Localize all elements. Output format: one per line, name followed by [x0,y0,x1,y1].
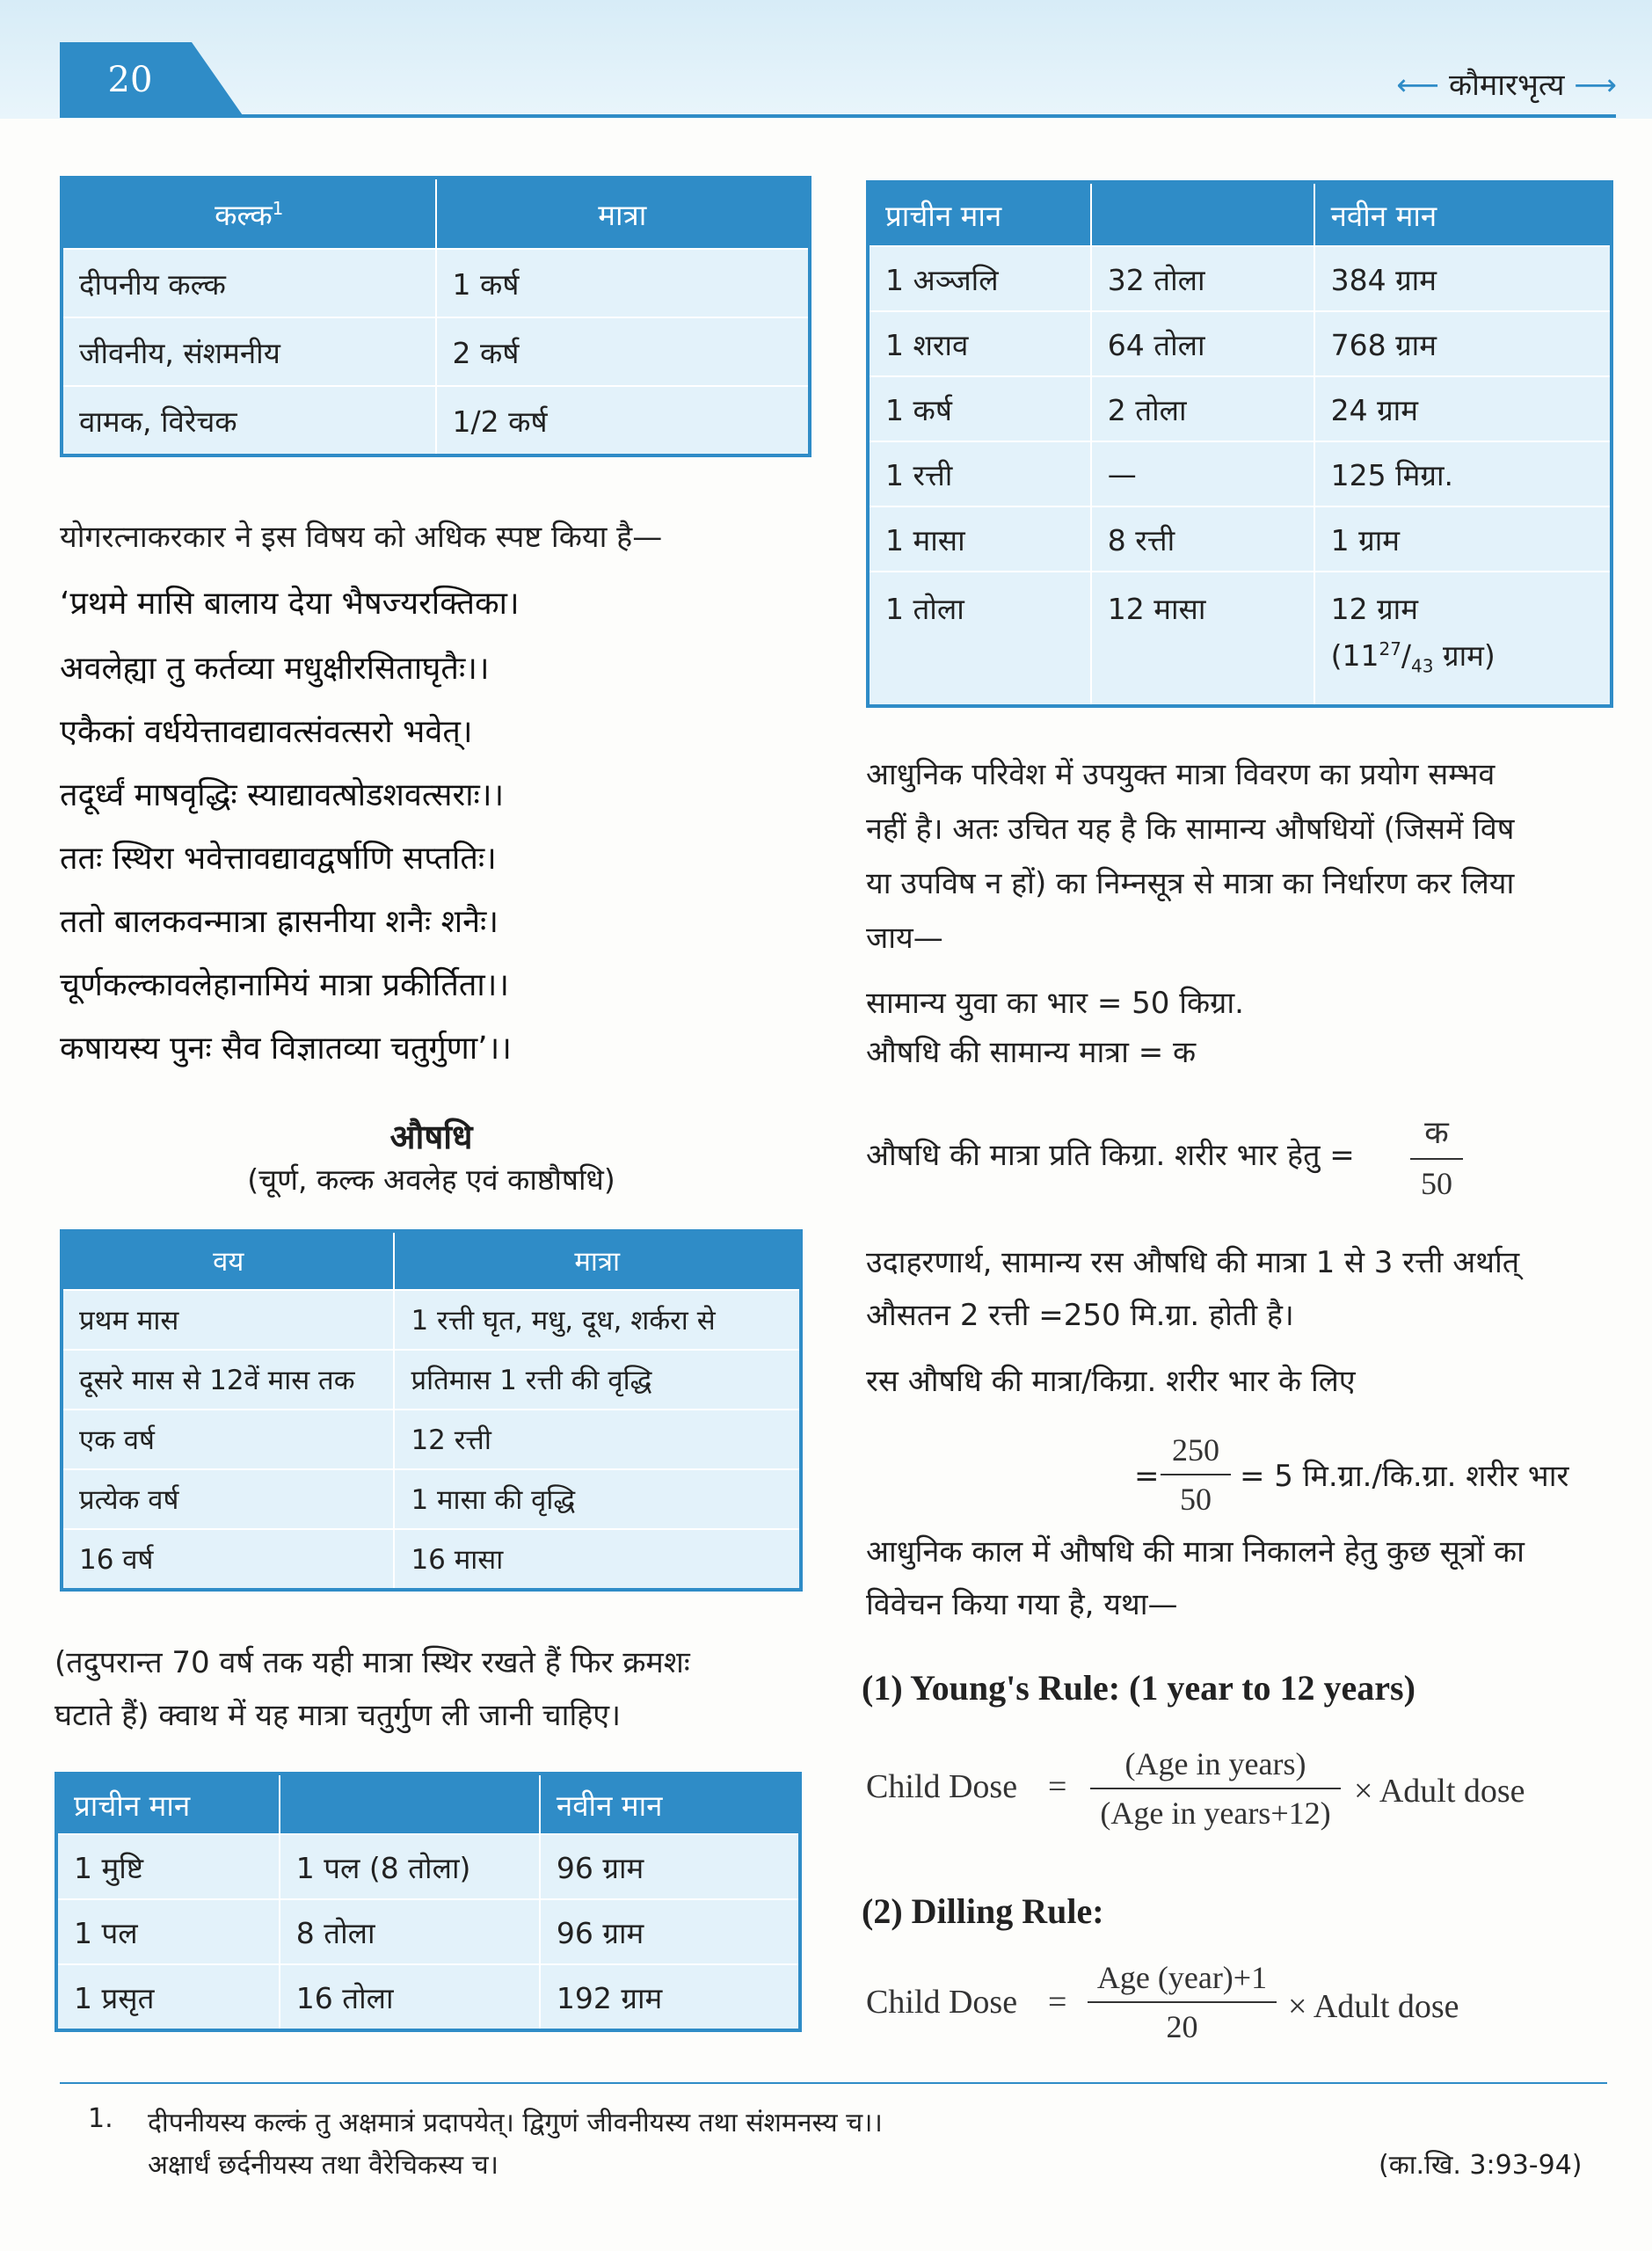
dilling-lhs: Child Dose [866,1984,1018,2021]
fraction-numerator: (Age in years) [1090,1745,1341,1789]
table-row [56,1964,800,2030]
table-cell: 192 ग्राम [540,1964,800,2030]
table-cell: 8 तोला [280,1899,540,1964]
verse-line: ‘प्रथमे मासि बालाय देया भैषज्यरक्तिका। [60,586,520,622]
table-cell: 1 ग्राम [1314,506,1612,572]
dilling-rhs: × Adult dose [1288,1988,1459,2025]
table-cell: 1 पल [56,1899,280,1964]
modern-para-line: या उपविष न हों) का निम्नसूत्र से मात्रा का निर्धारण कर लिया [866,866,1515,901]
table-row [62,1410,801,1469]
arrow-right-icon: ⟶ [1574,68,1617,103]
footnote-line: दीपनीयस्य कल्कं तु अक्षमात्रं प्रदापयेत्। द्विगुणं जीवनीयस्य तथा संशमनस्य च।। [148,2108,883,2138]
note-line: (तदुपरान्त 70 वर्ष तक यही मात्रा स्थिर रखते हैं फिर क्रमशः [55,1645,690,1680]
section-title: औषधि [389,1118,473,1156]
table-cell: 384 ग्राम [1314,246,1612,311]
age-dose-table [60,1229,803,1592]
table-cell: 2 तोला [1091,376,1314,441]
table-cell: प्रत्येक वर्ष [62,1469,394,1529]
table-row [868,572,1612,706]
equals-sign: = [1134,1459,1160,1494]
table-cell: एक वर्ष [62,1410,394,1469]
arrow-left-icon: ⟵ [1396,68,1440,103]
table-cell: प्रतिमास 1 रत्ती की वृद्धि [394,1350,801,1410]
table-cell: 8 रत्ती [1091,506,1314,572]
table-cell: 96 ग्राम [540,1899,800,1964]
fraction-numerator: Age (year)+1 [1088,1959,1277,2003]
footnote-number: 1. [88,2103,113,2134]
table-cell [1314,572,1612,706]
fraction-denominator: (Age in years+12) [1100,1796,1331,1831]
example-line: उदाहरणार्थ, सामान्य रस औषधि की मात्रा 1 से 3 रत्ती अर्थात् [866,1245,1520,1280]
fraction-denominator: 20 [1166,2009,1198,2044]
table-row [56,1834,800,1899]
fraction-numerator: 250 [1161,1431,1231,1475]
sutra-line: आधुनिक काल में औषधि की मात्रा निकालने हेतु कुछ सूत्रों का [866,1534,1525,1570]
intro-line: योगरत्नाकरकार ने इस विषय को अधिक स्पष्ट किया है— [60,520,663,555]
young-rule-title: (1) Young's Rule: (1 year to 12 years) [862,1668,1415,1708]
fraction-denominator: 50 [1421,1166,1452,1201]
dilling-fraction [1088,1959,1277,2045]
verse-line: एकैकां वर्धयेत्तावद्यावत्संवत्सरो भवेत्। [60,714,473,750]
table-header [1091,182,1314,246]
verse-line: तदूर्ध्वं माषवृद्धिः स्याद्यावत्षोडशवत्सराः।। [60,777,505,813]
cell-extra-value: ($11^{27}/_{43}$ ग्राम) [1330,638,1496,677]
modern-para-line: नहीं है। अतः उचित यह है कि सामान्य औषधियों (जिसमें विष [866,812,1515,847]
page-number: 20 [107,60,153,100]
table-cell: 1 मासा की वृद्धि [394,1469,801,1529]
fraction-denominator: 50 [1180,1482,1212,1517]
header-rule [60,114,1616,118]
table-cell: दीपनीय कल्क [62,249,436,317]
sutra-line: विवेचन किया गया है, यथा— [866,1587,1178,1622]
table-cell: 32 तोला [1091,246,1314,311]
young-eq: = [1048,1768,1067,1805]
table-cell: 12 मासा [1091,572,1314,706]
table-cell: 1 रत्ती घृत, मधु, दूध, शर्करा से [394,1290,801,1350]
table-cell: 1 मुष्टि [56,1834,280,1899]
table-row [62,1350,801,1410]
section-subtitle: (चूर्ण, कल्क अवलेह एवं काष्ठौषधि) [247,1162,615,1197]
table-cell: प्रथम मास [62,1290,394,1350]
table-header [280,1774,540,1834]
example-line: औसतन 2 रत्ती =250 मि.ग्रा. होती है। [866,1298,1294,1333]
young-fraction [1090,1745,1341,1832]
table-cell: 16 वर्ष [62,1529,394,1590]
table-cell: 96 ग्राम [540,1834,800,1899]
table-row [62,386,810,455]
running-title-text: कौमारभृत्य [1448,68,1565,103]
table-row [62,1469,801,1529]
table-cell: 1/2 कर्ष [436,386,811,455]
table-row [868,311,1612,376]
table-cell: 1 अञ्जलि [868,246,1091,311]
note-line: घटाते हैं) क्वाथ में यह मात्रा चतुर्गुण ली जानी चाहिए। [55,1698,621,1733]
table-cell: 1 पल (8 तोला) [280,1834,540,1899]
table-cell: 64 तोला [1091,311,1314,376]
cell-main-value: 12 ग्राम [1330,592,1418,626]
table-cell: 1 कर्ष [436,249,811,317]
table-header: मात्रा [436,178,811,249]
footnote-reference: (का.खि. 3:93-94) [1379,2150,1583,2181]
table-row [62,317,810,386]
table-cell: वामक, विरेचक [62,386,436,455]
young-rhs: × Adult dose [1354,1773,1525,1810]
measure-table-big [866,180,1613,708]
table-row [868,246,1612,311]
calc-line: औषधि की मात्रा प्रति किग्रा. शरीर भार हेतु = [866,1138,1355,1173]
verse-line: ततः स्थिरा भवेत्तावद्यावद्वर्षाणि सप्ततिः। [60,841,497,877]
table-row [56,1899,800,1964]
table-cell: 1 प्रसृत [56,1964,280,2030]
table-cell: 125 मिग्रा. [1314,441,1612,506]
table-header: नवीन मान [540,1774,800,1834]
table-cell: 768 ग्राम [1314,311,1612,376]
running-title [1396,63,1617,104]
young-lhs: Child Dose [866,1768,1018,1805]
table-header: मात्रा [394,1231,801,1290]
result-line: = 5 मि.ग्रा./कि.ग्रा. शरीर भार [1240,1459,1569,1494]
calc-line: सामान्य युवा का भार = 50 किग्रा. [866,986,1244,1021]
fraction [1410,1110,1463,1202]
calc-line: औषधि की सामान्य मात्रा = क [866,1035,1197,1070]
table-cell: 1 तोला [868,572,1091,706]
table-row [62,1290,801,1350]
table-cell: 24 ग्राम [1314,376,1612,441]
table-row [868,441,1612,506]
table-header: कल्क$^1$ [62,178,436,249]
table-cell: 1 कर्ष [868,376,1091,441]
table-cell: 1 रत्ती [868,441,1091,506]
table-header: प्राचीन मान [56,1774,280,1834]
fraction-numerator: क [1410,1110,1463,1160]
table-header: वय [62,1231,394,1290]
table-cell: 16 मासा [394,1529,801,1590]
verse-line: चूर्णकल्कावलेहानामियं मात्रा प्रकीर्तिता।। [60,967,510,1003]
verse-line: अवलेह्या तु कर्तव्या मधुक्षीरसिताघृतैः।। [60,651,490,687]
table-row [62,1529,801,1590]
table-row [62,249,810,317]
rasa-line: रस औषधि की मात्रा/किग्रा. शरीर भार के लिए [866,1364,1356,1399]
table-cell: — [1091,441,1314,506]
table-row [868,376,1612,441]
verse-line: कषायस्य पुनः सैव विज्ञातव्या चतुर्गुणा’।। [60,1031,512,1067]
table-cell: जीवनीय, संशमनीय [62,317,436,386]
footnote-line: अक्षार्धं छर्दनीयस्य तथा वैरेचिकस्य च। [148,2150,499,2181]
table-row [868,506,1612,572]
table-cell: 1 शराव [868,311,1091,376]
fraction [1161,1431,1231,1518]
table-header: नवीन मान [1314,182,1612,246]
kalka-dose-table [60,176,811,457]
table-cell: 16 तोला [280,1964,540,2030]
modern-para-line: जाय— [866,921,943,956]
table-header: प्राचीन मान [868,182,1091,246]
footnote-rule [60,2082,1607,2084]
modern-para-line: आधुनिक परिवेश में उपयुक्त मात्रा विवरण का प्रयोग सम्भव [866,757,1496,792]
table-cell: दूसरे मास से 12वें मास तक [62,1350,394,1410]
measure-table-small [55,1772,802,2032]
table-cell: 2 कर्ष [436,317,811,386]
verse-line: ततो बालकवन्मात्रा ह्रासनीया शनैः शनैः। [60,904,499,940]
table-cell: 12 रत्ती [394,1410,801,1469]
dilling-eq: = [1048,1984,1067,2021]
table-cell: 1 मासा [868,506,1091,572]
dilling-rule-title: (2) Dilling Rule: [862,1891,1104,1931]
